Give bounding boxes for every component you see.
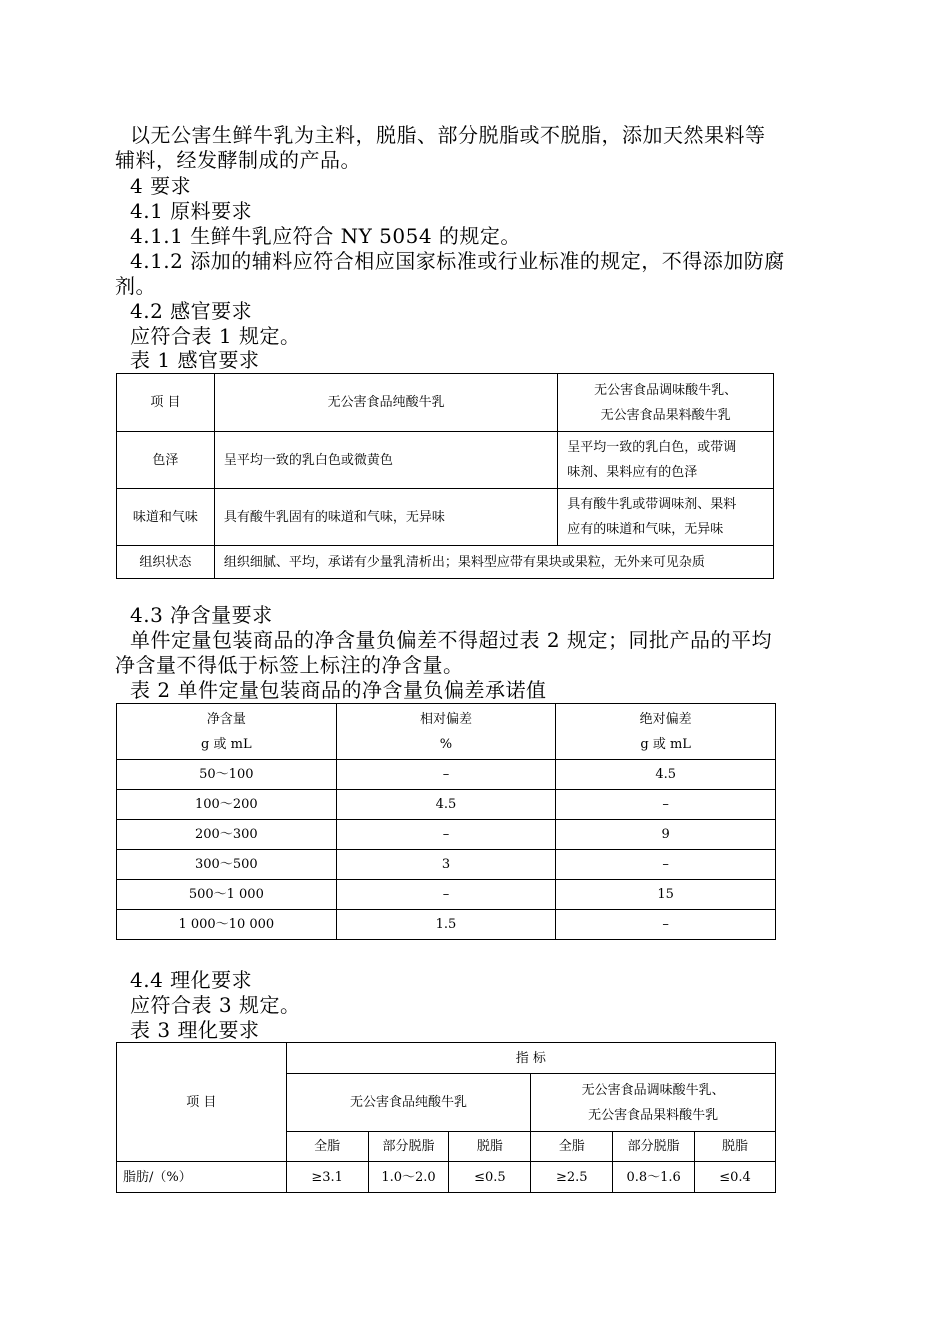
- table2-header-net-line2: g 或 mL: [201, 736, 252, 752]
- paragraph-4-2: 应符合表 1 规定。: [130, 324, 301, 348]
- table1-row1-plain: 呈平均一致的乳白色或微黄色: [214, 432, 557, 489]
- table2-relative-cell: –: [336, 760, 556, 790]
- table2-header-relative-line1: 相对偏差: [419, 711, 472, 727]
- table3-fat-label: 脂肪/（%）: [117, 1162, 287, 1193]
- table3-sub-full-fat: 全脂: [286, 1132, 368, 1162]
- table2-net-cell: 500～1 000: [117, 880, 337, 910]
- table2-header-relative-line2: %: [439, 736, 453, 752]
- table2-caption: 表 2 单件定量包装商品的净含量负偏差承诺值: [130, 678, 547, 702]
- paragraph-4-3-line1: 单件定量包装商品的净含量负偏差不得超过表 2 规定；同批产品的平均: [130, 628, 772, 652]
- clause-4-1-1: 4.1.1 生鲜牛乳应符合 NY 5054 的规定。: [130, 224, 521, 248]
- table2-absolute-cell: 15: [556, 880, 776, 910]
- table2-relative-cell: 3: [336, 850, 556, 880]
- table3-fat-value: ≥3.1: [286, 1162, 368, 1193]
- table3-header-item: 项 目: [117, 1043, 287, 1162]
- table1-row2-flavored: [558, 489, 774, 546]
- clause-4-1-2-line2: 剂。: [115, 274, 156, 298]
- table2-absolute-cell: 4.5: [556, 760, 776, 790]
- table2-absolute-cell: –: [556, 790, 776, 820]
- table3-fat-value: 1.0～2.0: [368, 1162, 449, 1193]
- table1-row1-flavored-line1: 呈平均一致的乳白色，或带调: [567, 440, 737, 455]
- heading-4-requirements: 4 要求: [130, 174, 192, 198]
- table3-sub-skim: 脱脂: [695, 1132, 776, 1162]
- table3-fat-value: 0.8～1.6: [613, 1162, 695, 1193]
- heading-4-2-sensory: 4.2 感官要求: [130, 299, 253, 323]
- table3-fat-value: ≤0.4: [695, 1162, 776, 1193]
- table1-header-flavored: [558, 374, 774, 432]
- table1-row1-flavored: [558, 432, 774, 489]
- paragraph-4-3-line2: 净含量不得低于标签上标注的净含量。: [115, 653, 464, 677]
- table1-header-item: 项 目: [117, 374, 215, 432]
- table3-sub-partial-skim: 部分脱脂: [368, 1132, 449, 1162]
- table-row: [117, 820, 776, 850]
- table3-header-plain: 无公害食品纯酸牛乳: [286, 1074, 531, 1132]
- table2-header-net: [117, 704, 337, 760]
- table2-net-cell: 50～100: [117, 760, 337, 790]
- table2-net-cell: 100～200: [117, 790, 337, 820]
- table-row: [117, 880, 776, 910]
- paragraph-definition-line2: 辅料，经发酵制成的产品。: [115, 148, 361, 172]
- table1-header-flavored-line2: 无公害食品果料酸牛乳: [600, 407, 731, 423]
- table1-row2-flavored-line2: 应有的味道和气味，无异味: [567, 522, 724, 537]
- table3-fat-value: ≥2.5: [531, 1162, 613, 1193]
- table-row: [117, 1043, 776, 1074]
- table1-row2-flavored-line1: 具有酸牛乳或带调味剂、果料: [567, 497, 737, 512]
- table2-absolute-cell: 9: [556, 820, 776, 850]
- table1-texture-text: 组织细腻、平均，承诺有少量乳清析出；果料型应带有果块或果粒，无外来可见杂质: [214, 546, 773, 579]
- table-row: [117, 850, 776, 880]
- paragraph-4-4: 应符合表 3 规定。: [130, 993, 301, 1017]
- table2-header-net-line1: 净含量: [206, 711, 246, 727]
- table2-header-absolute-line2: g 或 mL: [640, 736, 691, 752]
- heading-4-4-physicochemical: 4.4 理化要求: [130, 968, 253, 992]
- table1-row1-item: 色泽: [117, 432, 215, 489]
- table-row: [117, 1162, 776, 1193]
- table-physicochemical-requirements: [116, 1042, 776, 1193]
- table3-sub-skim: 脱脂: [449, 1132, 531, 1162]
- table2-net-cell: 300～500: [117, 850, 337, 880]
- table1-row2-plain: 具有酸牛乳固有的味道和气味，无异味: [214, 489, 557, 546]
- table3-header-indicator: 指 标: [286, 1043, 775, 1074]
- table2-absolute-cell: –: [556, 910, 776, 940]
- table-row: [117, 374, 774, 432]
- table2-header-relative: [336, 704, 556, 760]
- table3-sub-full-fat: 全脂: [531, 1132, 613, 1162]
- table2-relative-cell: 4.5: [336, 790, 556, 820]
- table3-header-flavored-line1: 无公害食品调味酸牛乳、: [581, 1082, 725, 1098]
- table1-row2-item: 味道和气味: [117, 489, 215, 546]
- table1-caption: 表 1 感官要求: [130, 348, 260, 372]
- table1-row1-flavored-line2: 味剂、果料应有的色泽: [567, 465, 698, 480]
- heading-4-1-raw-materials: 4.1 原料要求: [130, 199, 253, 223]
- table-row: [117, 760, 776, 790]
- table2-net-cell: 1 000～10 000: [117, 910, 337, 940]
- table-row: [117, 910, 776, 940]
- table1-header-plain: 无公害食品纯酸牛乳: [214, 374, 557, 432]
- table2-header-absolute: [556, 704, 776, 760]
- table-row: [117, 546, 774, 579]
- paragraph-definition-line1: 以无公害生鲜牛乳为主料，脱脂、部分脱脂或不脱脂，添加天然果料等: [130, 123, 766, 147]
- table-net-content-deviation: [116, 703, 776, 940]
- table2-header-absolute-line1: 绝对偏差: [639, 711, 692, 727]
- table2-relative-cell: 1.5: [336, 910, 556, 940]
- table1-header-flavored-line1: 无公害食品调味酸牛乳、: [594, 382, 738, 398]
- table3-header-flavored-line2: 无公害食品果料酸牛乳: [588, 1107, 719, 1123]
- table-row: [117, 790, 776, 820]
- table-sensory-requirements: [116, 373, 774, 579]
- table3-sub-partial-skim: 部分脱脂: [613, 1132, 695, 1162]
- table2-absolute-cell: –: [556, 850, 776, 880]
- table2-relative-cell: –: [336, 820, 556, 850]
- table3-fat-value: ≤0.5: [449, 1162, 531, 1193]
- clause-4-1-2-line1: 4.1.2 添加的辅料应符合相应国家标准或行业标准的规定，不得添加防腐: [130, 249, 785, 273]
- table3-caption: 表 3 理化要求: [130, 1018, 260, 1042]
- heading-4-3-net-content: 4.3 净含量要求: [130, 603, 273, 627]
- table2-net-cell: 200～300: [117, 820, 337, 850]
- table-row: [117, 704, 776, 760]
- table3-header-flavored: [531, 1074, 776, 1132]
- table-row: [117, 489, 774, 546]
- table1-texture-item: 组织状态: [117, 546, 215, 579]
- table2-relative-cell: –: [336, 880, 556, 910]
- table-row: [117, 432, 774, 489]
